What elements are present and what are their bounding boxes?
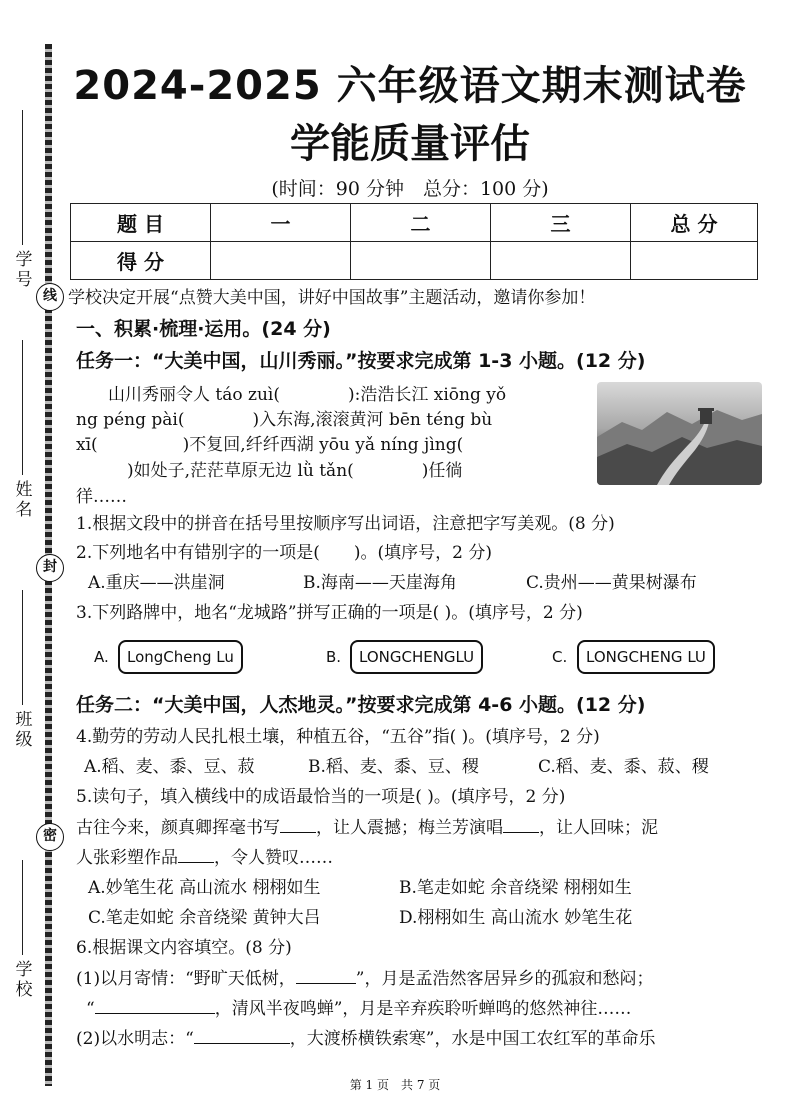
question-6: 6.根据课文内容填空。(8 分) [76,938,292,958]
q6-text: (2)以水明志：“ [76,1029,194,1049]
seal-feng: 封 [36,554,64,582]
q3-road-sign-b: LONGCHENGLU [350,640,483,674]
passage-line: ng péng pài( )入东海,滚滚黄河 bēn téng bù [76,410,493,430]
q5-option-c: C.笔走如蛇 余音绕梁 黄钟大吕 [88,908,321,928]
q4-option-b: B.稻、麦、黍、豆、稷 [308,757,479,777]
label-name: 姓 名 [15,480,33,520]
label-school: 学 校 [15,960,33,1000]
q5-text: ，令人赞叹…… [214,848,333,868]
great-wall-illustration [597,382,762,485]
score-table-score-row [71,242,758,280]
q6-part2-line1 [76,1024,655,1049]
label-student-id: 学 号 [15,250,33,290]
score-table-header-row [71,204,758,242]
passage-line: xī( )不复回,纤纤西湖 yōu yǎ níng jìng( [76,435,464,455]
side-line-school [22,860,23,955]
side-line-name [22,340,23,475]
task1-heading: 任务一：“大美中国，山川秀丽。”按要求完成第 1-3 小题。(12 分) [76,350,646,372]
intro-text: 学校决定开展“点赞大美中国，讲好中国故事”主题活动，邀请你参加！ [68,288,596,308]
q3-option-b-letter: B. [326,648,342,666]
label-class: 班 级 [15,710,33,750]
q4-option-c: C.稻、麦、黍、菽、稷 [538,757,709,777]
score-input-total[interactable] [631,242,758,280]
q6-part1-line1 [76,964,653,989]
q5-text: 人张彩塑作品 [76,848,178,868]
q5-text: 古往今来，颜真卿挥毫书写 [76,818,280,838]
exam-title: 2024-2025 六年级语文期末测试卷 [73,63,747,109]
score-cell-part1: 一 [211,204,351,242]
q3-option-c-letter: C. [552,648,568,666]
q5-option-b: B.笔走如蛇 余音绕梁 栩栩如生 [399,878,632,898]
q6-text: ，大渡桥横铁索寒”，水是中国工农红军的革命乐 [289,1029,656,1049]
question-4: 4.勤劳的劳动人民扎根土壤，种植五谷，“五谷”指( )。(填序号，2 分) [76,727,600,747]
passage-line: 山川秀丽令人 táo zuì( ):浩浩长江 xiōng yǒ [108,385,507,405]
q3-road-sign-a: LongCheng Lu [118,640,243,674]
q2-option-a: A.重庆——洪崖洞 [88,573,225,593]
question-3: 3.下列路牌中，地名“龙城路”拼写正确的一项是( )。(填序号，2 分) [76,603,583,623]
score-table [70,203,758,280]
score-input-part3[interactable] [491,242,631,280]
score-input-part2[interactable] [351,242,491,280]
passage-line: )如处子,茫茫草原无边 lǜ tǎn( )任徜 [76,461,463,481]
seal-xian: 线 [36,283,64,311]
question-2: 2.下列地名中有错别字的一项是( )。(填序号，2 分) [76,543,492,563]
task2-heading: 任务二：“大美中国，人杰地灵。”按要求完成第 4-6 小题。(12 分) [76,694,646,716]
q6-text: ”，月是孟浩然客居异乡的孤寂和愁闷； [355,969,654,989]
q5-option-d: D.栩栩如生 高山流水 妙笔生花 [399,908,633,928]
score-cell-total: 总 分 [631,204,758,242]
score-cell-label: 题 目 [71,204,211,242]
page-footer: 第 1 页 共 7 页 [349,1078,441,1092]
q6-part1-line2 [86,994,631,1019]
section1-heading: 一、积累·梳理·运用。(24 分) [76,318,331,340]
q6-text: (1)以月寄情：“野旷天低树， [76,969,296,989]
q5-option-a: A.妙笔生花 高山流水 栩栩如生 [88,878,321,898]
q2-option-c: C.贵州——黄果树瀑布 [526,573,697,593]
q3-option-a-letter: A. [94,648,109,666]
q5-blank-2[interactable] [503,816,539,833]
q5-blank-1[interactable] [280,816,316,833]
q6-blank-3[interactable] [194,1027,290,1044]
q6-text: ，清风半夜鸣蝉”，月是辛弃疾聆听蝉鸣的悠然神往…… [214,999,632,1019]
q5-text: ，让人回味；泥 [539,818,658,838]
q3-road-sign-c: LONGCHENG LU [577,640,715,674]
side-line-class [22,590,23,705]
score-row-label: 得 分 [71,242,211,280]
score-cell-part3: 三 [491,204,631,242]
q6-blank-2[interactable] [95,997,215,1014]
q5-sentence-line1 [76,813,658,838]
time-info: (时间：90 分钟 总分：100 分) [271,178,549,200]
q5-blank-3[interactable] [178,846,214,863]
question-1: 1.根据文段中的拼音在括号里按顺序写出词语，注意把字写美观。(8 分) [76,514,615,534]
q6-text: “ [86,999,95,1019]
q4-option-a: A.稻、麦、黍、豆、菽 [84,757,255,777]
great-wall-photo [597,382,762,485]
score-cell-part2: 二 [351,204,491,242]
q5-sentence-line2 [76,843,333,868]
score-input-part1[interactable] [211,242,351,280]
seal-mi: 密 [36,823,64,851]
exam-subtitle: 学能质量评估 [290,121,530,167]
question-5: 5.读句子，填入横线中的成语最恰当的一项是( )。(填序号，2 分) [76,787,566,807]
q5-text: ，让人震撼；梅兰芳演唱 [316,818,503,838]
q2-option-b: B.海南——天崖海角 [303,573,457,593]
passage-line: 徉…… [76,487,127,507]
side-line-student-id [22,110,23,245]
q6-blank-1[interactable] [296,967,356,984]
